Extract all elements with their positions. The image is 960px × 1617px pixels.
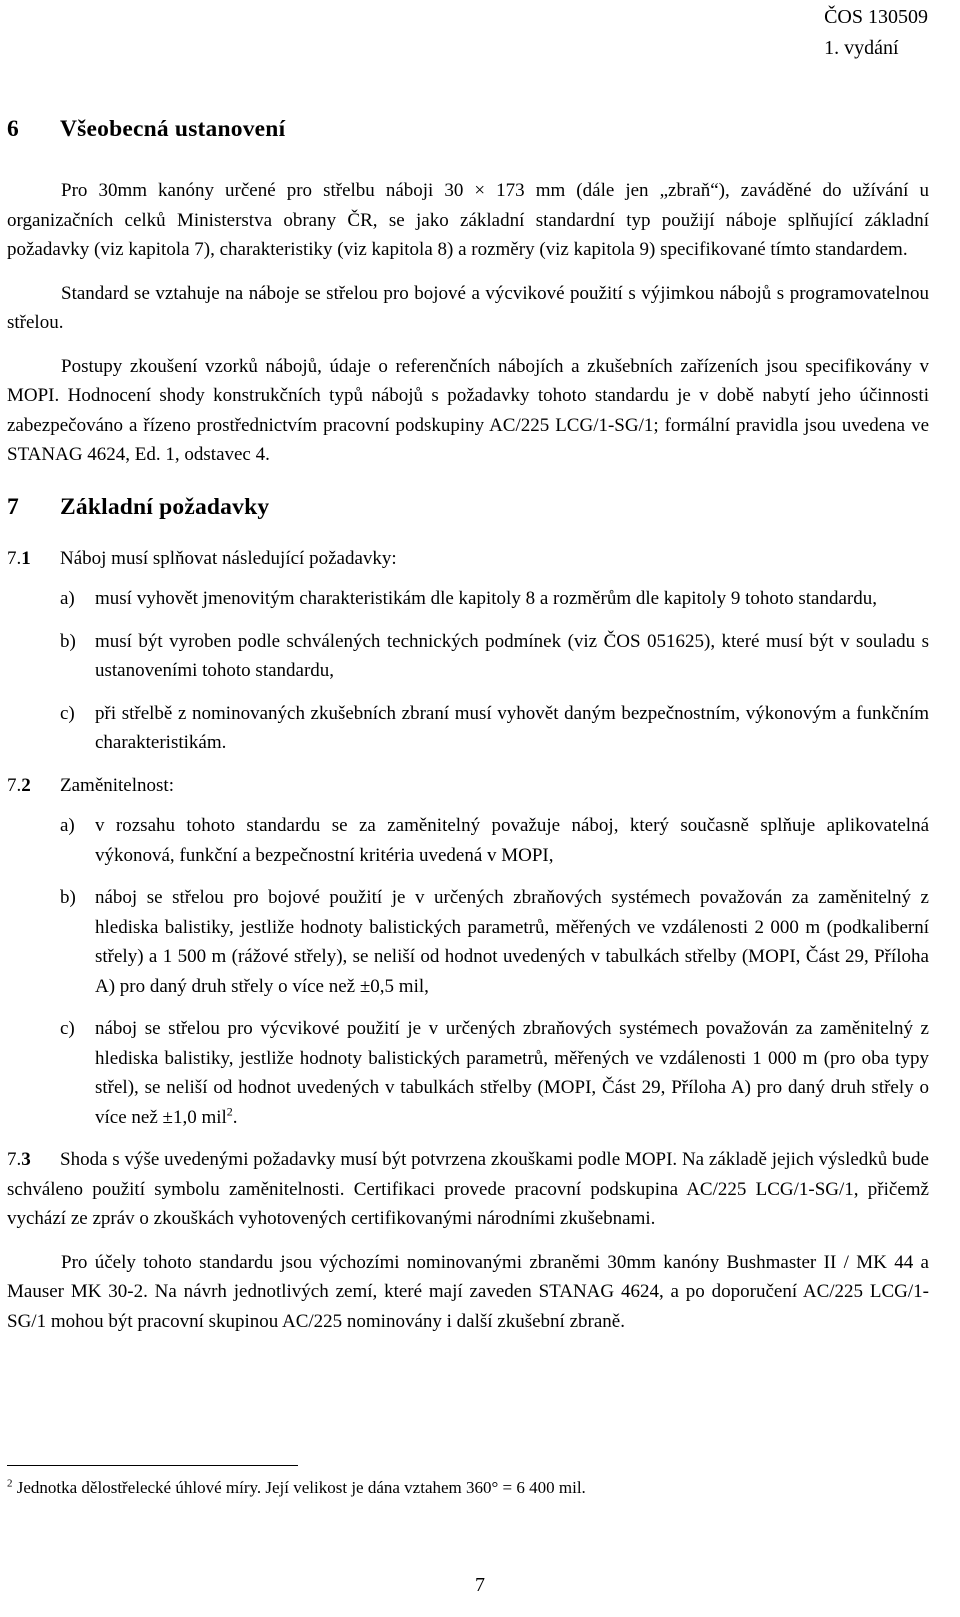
clause-number: 7.2 xyxy=(7,774,31,796)
clause-text: Shoda s výše uvedenými požadavky musí být potvrzena zkouškami podle MOPI. Na základě jejich výsledků bude schváleno použití symbolu zaměnitelnosti. Certifikaci provede pracovní podskupina AC/225 LCG/1-SG/1, přičemž vychází ze zpráv o zkouškách vyhotovených certifikovanými národními zkušebnami. xyxy=(7,1149,929,1229)
clause-7-3 xyxy=(7,1145,929,1234)
clause-7-2 xyxy=(7,771,929,801)
section-6-paragraph-3: Postupy zkoušení vzorků nábojů, údaje o referenčních nábojích a zkušebních zařízeních jsou specifikovány v MOPI. Hodnocení shody konstrukčních typů nábojů s požadavky tohoto standardu je v době nabytí jeho účinnosti zabezpečováno a řízeno prostřednictvím pracovní podskupiny AC/225 LCG/1-SG/1; formální pravidla jsou uvedena ve STANAG 4624, Ed. 1, odstavec 4. xyxy=(7,355,929,465)
section-6-paragraph-2: Standard se vztahuje na náboje se střelou pro bojové a výcvikové použití s výjimkou nábojů s programovatelnou střelou. xyxy=(7,282,929,333)
footnote-marker: 2 xyxy=(7,1477,13,1490)
footnote-separator xyxy=(7,1465,298,1466)
closing-paragraph: Pro účely tohoto standardu jsou výchozími nominovanými zbraněmi 30mm kanóny Bushmaster II / MK 44 a Mauser MK 30-2. Na návrh jednotlivých zemí, které mají zaveden STANAG 4624, a po doporučení AC/225 LCG/1-SG/1 mohou být pracovní skupinou AC/225 nominovány i další zkušební zbraně. xyxy=(7,1251,929,1332)
section-title: Všeobecná ustanovení xyxy=(60,116,286,142)
edition-label: 1. vydání xyxy=(824,37,899,59)
list-item: b) musí být vyroben podle schválených technických podmínek (viz ČOS 051625), které musí být v souladu s ustanoveními tohoto standardu, xyxy=(60,630,929,681)
section-number: 7 xyxy=(7,493,19,520)
footnote xyxy=(7,1474,929,1502)
list-item: c) náboj se střelou pro výcvikové použití je v určených zbraňových systémech považován za zaměnitelný z hlediska balistiky, jestliže hodnoty balistických parametrů, měřených ve vzdálenosti 1 000 m (pro oba typy střel), se neliší od hodnot uvedených v tabulkách střelby (MOPI, Část 29, Příloha A) pro daný druh střely o více než ±1,0 mil$^2$. xyxy=(60,1018,929,1128)
section-number: 6 xyxy=(7,116,19,142)
clause-text: Zaměnitelnost: xyxy=(60,774,174,796)
list-item: c) při střelbě z nominovaných zkušebních zbraní musí vyhovět daným bezpečnostním, výkonovým a funkčním charakteristikám. xyxy=(60,702,929,753)
clause-7-1 xyxy=(7,544,929,574)
clause-text: Náboj musí splňovat následující požadavky: xyxy=(60,547,397,569)
section-7-heading xyxy=(7,490,929,524)
section-title: Základní požadavky xyxy=(60,493,270,520)
list-item: a) v rozsahu tohoto standardu se za zaměnitelný považuje náboj, který současně splňuje aplikovatelná výkonová, funkční a bezpečnostní kritéria uvedená v MOPI, xyxy=(60,815,929,866)
section-6-paragraph-1: Pro 30mm kanóny určené pro střelbu náboji 30 × 173 mm (dále jen „zbraň“), zaváděné do užívání u organizačních celků Ministerstva obrany ČR, se jako základní standardní typ použijí náboje splňující základní požadavky (viz kapitola 7), charakteristiky (viz kapitola 8) a rozměry (viz kapitola 9) specifikované tímto standardem. xyxy=(7,180,929,260)
clause-number: 7.3 xyxy=(7,1149,31,1170)
standard-id: ČOS 130509 xyxy=(824,6,928,28)
footnote-text: Jednotka dělostřelecké úhlové míry. Její velikost je dána vztahem 360° = 6 400 mil. xyxy=(16,1478,586,1497)
footnote-reference[interactable]: 2 xyxy=(226,1104,233,1119)
list-item: a) musí vyhovět jmenovitým charakteristikám dle kapitoly 8 a rozměrům dle kapitoly 9 tohoto standardu, xyxy=(60,588,877,609)
list-item: b) náboj se střelou pro bojové použití je v určených zbraňových systémech považován za zaměnitelný z hlediska balistiky, jestliže hodnoty balistických parametrů, měřených ve vzdálenosti 2 000 m (podkaliberní střely) a 1 500 m (rážové střely), se neliší od hodnot uvedených v tabulkách střelby (MOPI, Část 29, Příloha A) pro daný druh střely o více než ±0,5 mil, xyxy=(60,887,929,997)
clause-7-2-list xyxy=(7,811,929,1132)
page-number: 7 xyxy=(475,1574,485,1596)
page-content xyxy=(7,112,929,1336)
document-header xyxy=(824,2,928,64)
clause-7-1-list xyxy=(7,584,929,758)
section-6-heading xyxy=(7,112,929,146)
clause-number: 7.1 xyxy=(7,547,31,569)
